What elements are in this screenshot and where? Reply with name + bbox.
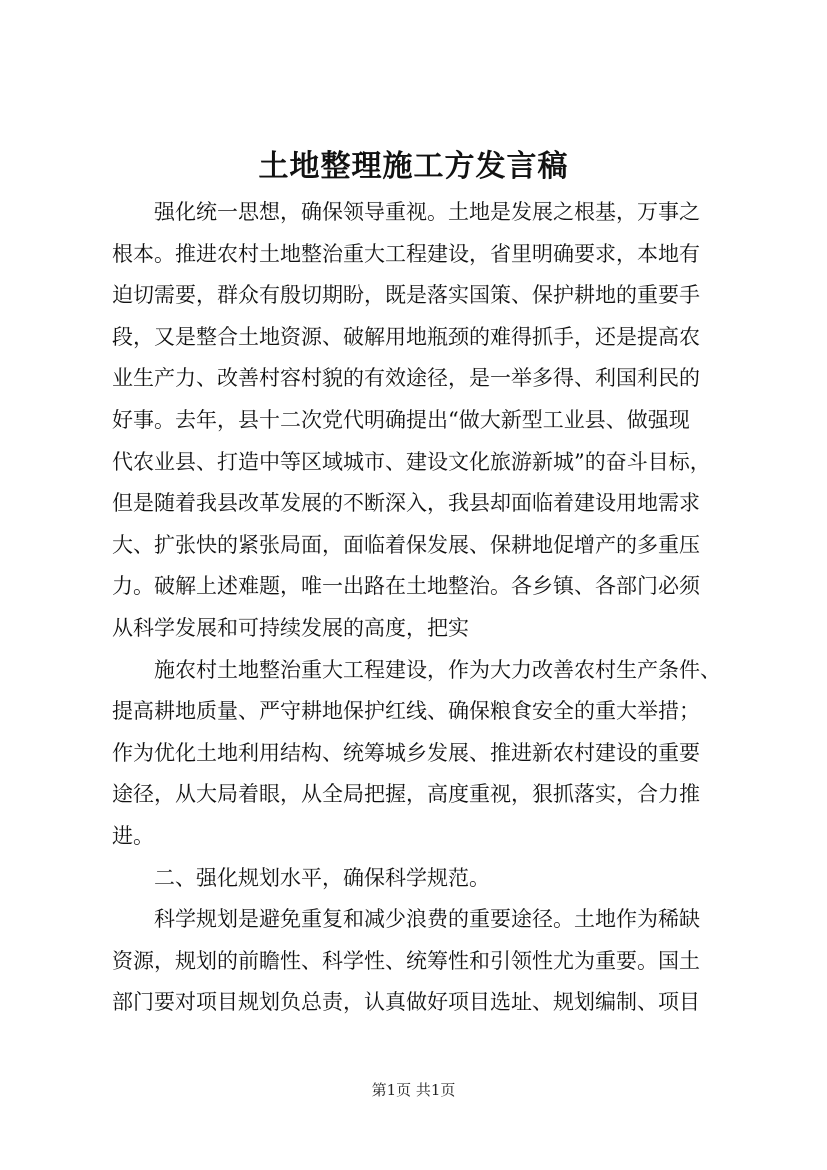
- text-line: 业生产力、改善村容村貌的有效途径，是一举多得、利国利民的: [112, 366, 700, 391]
- text-line: 根本。推进农村土地整治重大工程建设，省里明确要求，本地有: [112, 241, 700, 266]
- document-body: [112, 192, 724, 1024]
- text-line: 从科学发展和可持续发展的高度，把实: [112, 615, 469, 640]
- text-line: 大、扩张快的紧张局面，面临着保发展、保耕地促增产的多重压: [112, 532, 700, 557]
- text-line: 段，又是整合土地资源、破解用地瓶颈的难得抓手，还是提高农: [112, 324, 700, 349]
- text-line: 途径，从大局着眼，从全局把握，高度重视，狠抓落实，合力推: [112, 782, 700, 807]
- document-title: 土地整理施工方发言稿: [258, 149, 569, 184]
- page-footer: 第1页 共1页: [371, 1081, 456, 1099]
- text-line: 强化统一思想，确保领导重视。土地是发展之根基，万事之: [154, 200, 700, 224]
- text-line: 迫切需要，群众有殷切期盼，既是落实国策、保护耕地的重要手: [112, 283, 700, 308]
- text-line: 资源，规划的前瞻性、科学性、统筹性和引领性尤为重要。国土: [112, 948, 700, 973]
- text-line: 部门要对项目规划负总责，认真做好项目选址、规划编制、项目: [112, 990, 700, 1015]
- paragraph-2: [112, 650, 724, 858]
- section-heading: 二、强化规划水平，确保科学规范。: [154, 865, 490, 890]
- paragraph-3-heading: [112, 858, 724, 900]
- text-line: 施农村土地整治重大工程建设，作为大力改善农村生产条件、: [154, 657, 721, 682]
- text-line: 力。破解上述难题，唯一出路在土地整治。各乡镇、各部门必须: [112, 574, 700, 599]
- text-line: 科学规划是避免重复和减少浪费的重要途径。土地作为稀缺: [154, 907, 700, 932]
- text-line: 好事。去年，县十二次党代明确提出“做大新型工业县、做强现: [112, 407, 690, 432]
- text-line: 但是随着我县改革发展的不断深入，我县却面临着建设用地需求: [112, 491, 700, 516]
- paragraph-1: [112, 192, 724, 650]
- text-line: 作为优化土地利用结构、统筹城乡发展、推进新农村建设的重要: [112, 740, 700, 765]
- text-line: 代农业县、打造中等区域城市、建设文化旅游新城”的奋斗目标，: [112, 449, 711, 474]
- paragraph-4: [112, 899, 724, 1024]
- text-line: 提高耕地质量、严守耕地保护红线、确保粮食安全的重大举措；: [112, 699, 700, 724]
- text-line: 进。: [112, 823, 154, 848]
